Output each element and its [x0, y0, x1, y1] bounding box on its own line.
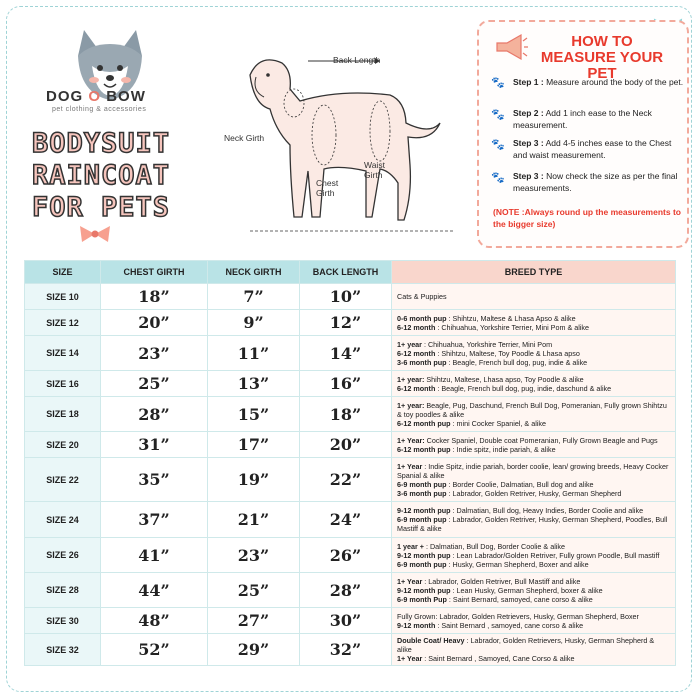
chest-girth-cell: 25” — [101, 371, 208, 397]
size-chart-table — [24, 260, 676, 666]
breed-line — [397, 401, 670, 419]
breed-list: : Shihtzu, Maltese, Toy Poodle & Lhasa apso — [435, 348, 580, 358]
breed-type-cell — [392, 371, 676, 397]
chest-girth-cell: 31” — [101, 432, 208, 458]
header-chest-girth: CHEST GIRTH — [101, 261, 208, 284]
step-2: Step 2 : Add 1 inch ease to the Neck measurement. — [513, 108, 652, 130]
table-row — [25, 538, 676, 573]
breed-line — [397, 358, 670, 367]
breed-age-label: 9-12 month — [397, 620, 436, 630]
breed-list: : Chihuahua, Yorkshire Terrier, Mini Pom & alike — [435, 322, 590, 332]
breed-age-label: 0-6 month pup — [397, 313, 447, 323]
breed-age-label: 6-9 month Pup — [397, 594, 447, 604]
breed-list: : Dalmatian, Bull Dog, Border Coolie & alike — [423, 541, 566, 551]
breed-age-label: 1+ Year — [397, 461, 423, 471]
breed-type-cell — [392, 634, 676, 666]
neck-girth-cell: 13” — [208, 371, 300, 397]
breed-type-cell — [392, 310, 676, 336]
chest-girth-cell: 35” — [101, 458, 208, 502]
table-row — [25, 458, 676, 502]
chest-girth-cell: 18” — [101, 284, 208, 310]
breed-line — [397, 480, 670, 489]
back-length-cell: 32” — [300, 634, 392, 666]
breed-age-label: Double Coat/ Heavy — [397, 636, 465, 645]
neck-girth-label: Neck Girth — [224, 133, 265, 143]
breed-list: : Labrador, Golden Retriver, Husky, German Shepherd, Poodles, Bull Mastiff & alike — [397, 515, 668, 533]
breed-list: : Lean Labrador/Golden Retriver, Fully grown Poodle, Bull mastiff — [450, 550, 660, 560]
breed-list: Cats & Puppies — [397, 292, 447, 301]
breed-line — [397, 445, 670, 454]
breed-line — [397, 375, 670, 384]
breed-age-label: 9-12 month pup — [397, 550, 451, 560]
neck-girth-cell: 9” — [208, 310, 300, 336]
back-length-cell: 28” — [300, 573, 392, 608]
breed-line — [397, 384, 670, 393]
back-length-cell: 18” — [300, 397, 392, 432]
breed-list: Beagle, Pug, Daschund, French Bull Dog, Pomeranian, Fully grown Shihtzu & toy poodles & alike — [397, 400, 667, 419]
size-cell: SIZE 32 — [25, 634, 101, 666]
step-4: Step 3 : Now check the size as per the final measurements. — [513, 171, 678, 193]
breed-line — [397, 436, 670, 445]
breed-age-label: 1+ Year: — [397, 435, 425, 445]
size-cell: SIZE 20 — [25, 432, 101, 458]
paw-icon: 🐾 — [491, 139, 505, 151]
breed-age-label: 6-12 month — [397, 348, 436, 358]
breed-list: Shihtzu, Maltese, Lhasa apso, Toy Poodle & alike — [424, 374, 584, 384]
table-row — [25, 336, 676, 371]
breed-line — [397, 560, 670, 569]
neck-girth-cell: 25” — [208, 573, 300, 608]
breed-age-label: 1+ year — [397, 339, 422, 349]
breed-line — [397, 292, 670, 301]
breed-list: : Saint Bernard, samoyed, cane corso & alike — [446, 594, 593, 604]
breed-age-label: 3-6 month pup — [397, 357, 447, 367]
size-cell: SIZE 22 — [25, 458, 101, 502]
brand-tagline: pet clothing & accessories — [52, 106, 147, 113]
breed-line — [397, 506, 670, 515]
breed-list: : Husky, German Shepherd, Boxer and alike — [446, 559, 589, 569]
breed-line — [397, 349, 670, 358]
breed-type-cell — [392, 608, 676, 634]
breed-list: : Beagle, French bull dog, pug, indie, daschund & alike — [435, 383, 612, 393]
back-length-cell: 26” — [300, 538, 392, 573]
chest-girth-cell: 23” — [101, 336, 208, 371]
neck-girth-cell: 19” — [208, 458, 300, 502]
breed-line — [397, 577, 670, 586]
table-row — [25, 397, 676, 432]
breed-line — [397, 595, 670, 604]
header-breed-type: BREED TYPE — [392, 261, 676, 284]
breed-list: : Labrador, Golden Retriver, Husky, German Shepherd — [446, 488, 622, 498]
breed-line — [397, 340, 670, 349]
breed-list: : Saint Bernard , Samoyed, Cane Corso & alike — [422, 654, 575, 663]
neck-girth-cell: 15” — [208, 397, 300, 432]
breed-age-label: 6-9 month pup — [397, 479, 447, 489]
megaphone-icon — [493, 32, 529, 62]
neck-girth-cell: 23” — [208, 538, 300, 573]
step-3: Step 3 : Add 4-5 inches ease to the Chest and waist measurement. — [513, 138, 672, 160]
chest-girth-cell: 20” — [101, 310, 208, 336]
breed-age-label: 3-6 month pup — [397, 488, 447, 498]
header-neck-girth: NECK GIRTH — [208, 261, 300, 284]
back-length-cell: 12” — [300, 310, 392, 336]
back-length-cell: 14” — [300, 336, 392, 371]
table-row — [25, 573, 676, 608]
paw-icon: 🐾 — [491, 109, 505, 121]
table-header-row — [25, 261, 676, 284]
breed-line — [397, 515, 670, 533]
table-row — [25, 634, 676, 666]
breed-line — [397, 654, 670, 663]
back-length-cell: 22” — [300, 458, 392, 502]
chest-girth-cell: 44” — [101, 573, 208, 608]
table-row — [25, 284, 676, 310]
neck-girth-cell: 21” — [208, 502, 300, 538]
size-cell: SIZE 24 — [25, 502, 101, 538]
neck-girth-cell: 27” — [208, 608, 300, 634]
breed-list: : Indie Spitz, indie pariah, border coolie, lean/ growing breeds, Heavy Cocker Spanial & alike — [397, 461, 669, 480]
breed-line — [397, 419, 670, 428]
breed-type-cell — [392, 538, 676, 573]
back-length-cell: 20” — [300, 432, 392, 458]
breed-age-label: 1+ year: — [397, 400, 425, 410]
breed-line — [397, 489, 670, 498]
breed-age-label: 9-12 month pup — [397, 585, 451, 595]
how-to-title: HOW TO MEASURE YOUR PET — [540, 33, 664, 82]
header-size: SIZE — [25, 261, 101, 284]
chest-girth-cell: 52” — [101, 634, 208, 666]
neck-girth-cell: 29” — [208, 634, 300, 666]
breed-line — [397, 542, 670, 551]
breed-type-cell — [392, 432, 676, 458]
breed-line — [397, 314, 670, 323]
breed-age-label: 6-12 month pup — [397, 444, 451, 454]
neck-girth-cell: 17” — [208, 432, 300, 458]
bow-icon — [78, 224, 112, 244]
breed-line — [397, 462, 670, 480]
breed-age-label: 9-12 month pup — [397, 506, 451, 515]
chest-girth-cell: 37” — [101, 502, 208, 538]
paw-icon: 🐾 — [491, 172, 505, 184]
table-row — [25, 371, 676, 397]
table-row — [25, 432, 676, 458]
breed-list: : Border Coolie, Dalmatian, Bull dog and alike — [446, 479, 594, 489]
back-length-cell: 16” — [300, 371, 392, 397]
breed-type-cell — [392, 284, 676, 310]
breed-list: : Labrador, Golden Retriver, Bull Mastiff and alike — [422, 576, 581, 586]
breed-age-label: 1 year + — [397, 541, 424, 551]
breed-list: : Shihtzu, Maltese & Lhasa Apso & alike — [446, 313, 576, 323]
breed-list: Cocker Spaniel, Double coat Pomeranian, Fully Grown Beagle and Pugs — [424, 435, 658, 445]
breed-age-label: 1+ year: — [397, 374, 425, 384]
breed-line — [397, 586, 670, 595]
breed-age-label: 1+ Year — [397, 654, 423, 663]
back-length-cell: 24” — [300, 502, 392, 538]
breed-list: : Dalmatian, Bull dog, Heavy Indies, Border Coolie and alike — [450, 506, 644, 515]
neck-girth-cell: 7” — [208, 284, 300, 310]
breed-age-label: 6-12 month pup — [397, 418, 451, 428]
size-cell: SIZE 26 — [25, 538, 101, 573]
chest-girth-cell: 41” — [101, 538, 208, 573]
breed-list: : Saint Bernard , samoyed, cane corso & alike — [435, 620, 584, 630]
breed-list: : Indie spitz, indie pariah, & alike — [450, 444, 556, 454]
paw-icon: 🐾 — [491, 77, 505, 89]
breed-list: : Lean Husky, German Shepherd, boxer & alike — [450, 585, 603, 595]
waist-girth-label: Waist Girth — [364, 160, 385, 180]
breed-list: : mini Cocker Spaniel, & alike — [450, 418, 546, 428]
breed-type-cell — [392, 458, 676, 502]
breed-age-label: 6-9 month pup — [397, 559, 447, 569]
neck-girth-cell: 11” — [208, 336, 300, 371]
dog-measurement-illustration — [220, 45, 465, 245]
chest-girth-cell: 48” — [101, 608, 208, 634]
breed-age-label: 6-12 month — [397, 383, 436, 393]
product-title: BODYSUIT RAINCOAT FOR PETS — [32, 128, 171, 223]
brand-name: DOG O BOW — [46, 88, 146, 105]
header-back-length: BACK LENGTH — [300, 261, 392, 284]
size-cell: SIZE 12 — [25, 310, 101, 336]
breed-type-cell — [392, 336, 676, 371]
back-length-cell: 30” — [300, 608, 392, 634]
measure-note: (NOTE :Always round up the measurements to the bigger size) — [493, 207, 681, 229]
breed-type-cell — [392, 502, 676, 538]
size-cell: SIZE 14 — [25, 336, 101, 371]
breed-type-cell — [392, 397, 676, 432]
size-cell: SIZE 18 — [25, 397, 101, 432]
step-1: Step 1 : Measure around the body of the pet. — [513, 77, 684, 87]
chest-girth-cell: 28” — [101, 397, 208, 432]
chest-girth-label: Chest Girth — [316, 178, 339, 198]
size-cell: SIZE 10 — [25, 284, 101, 310]
breed-type-cell — [392, 573, 676, 608]
back-length-cell: 10” — [300, 284, 392, 310]
breed-list: : Beagle, French bull dog, pug, indie & alike — [446, 357, 588, 367]
breed-list: : Labrador, Golden Retrievers, Husky, German Shepherd & alike — [397, 636, 655, 654]
table-row — [25, 502, 676, 538]
breed-age-label: 6-9 month pup — [397, 515, 447, 524]
breed-line — [397, 323, 670, 332]
breed-line — [397, 612, 670, 621]
table-row — [25, 608, 676, 634]
size-cell: SIZE 16 — [25, 371, 101, 397]
breed-list: Fully Grown: Labrador, Golden Retrievers, Husky, German Shepherd, Boxer — [397, 611, 639, 621]
breed-line — [397, 551, 670, 560]
how-to-measure-panel — [477, 20, 689, 248]
back-length-label: Back Length — [333, 55, 381, 65]
breed-age-label: 6-12 month — [397, 322, 436, 332]
breed-line — [397, 621, 670, 630]
breed-line — [397, 636, 670, 654]
table-row — [25, 310, 676, 336]
size-cell: SIZE 30 — [25, 608, 101, 634]
breed-list: : Chihuahua, Yorkshire Terrier, Mini Pom — [421, 339, 553, 349]
size-cell: SIZE 28 — [25, 573, 101, 608]
breed-age-label: 1+ Year — [397, 576, 423, 586]
